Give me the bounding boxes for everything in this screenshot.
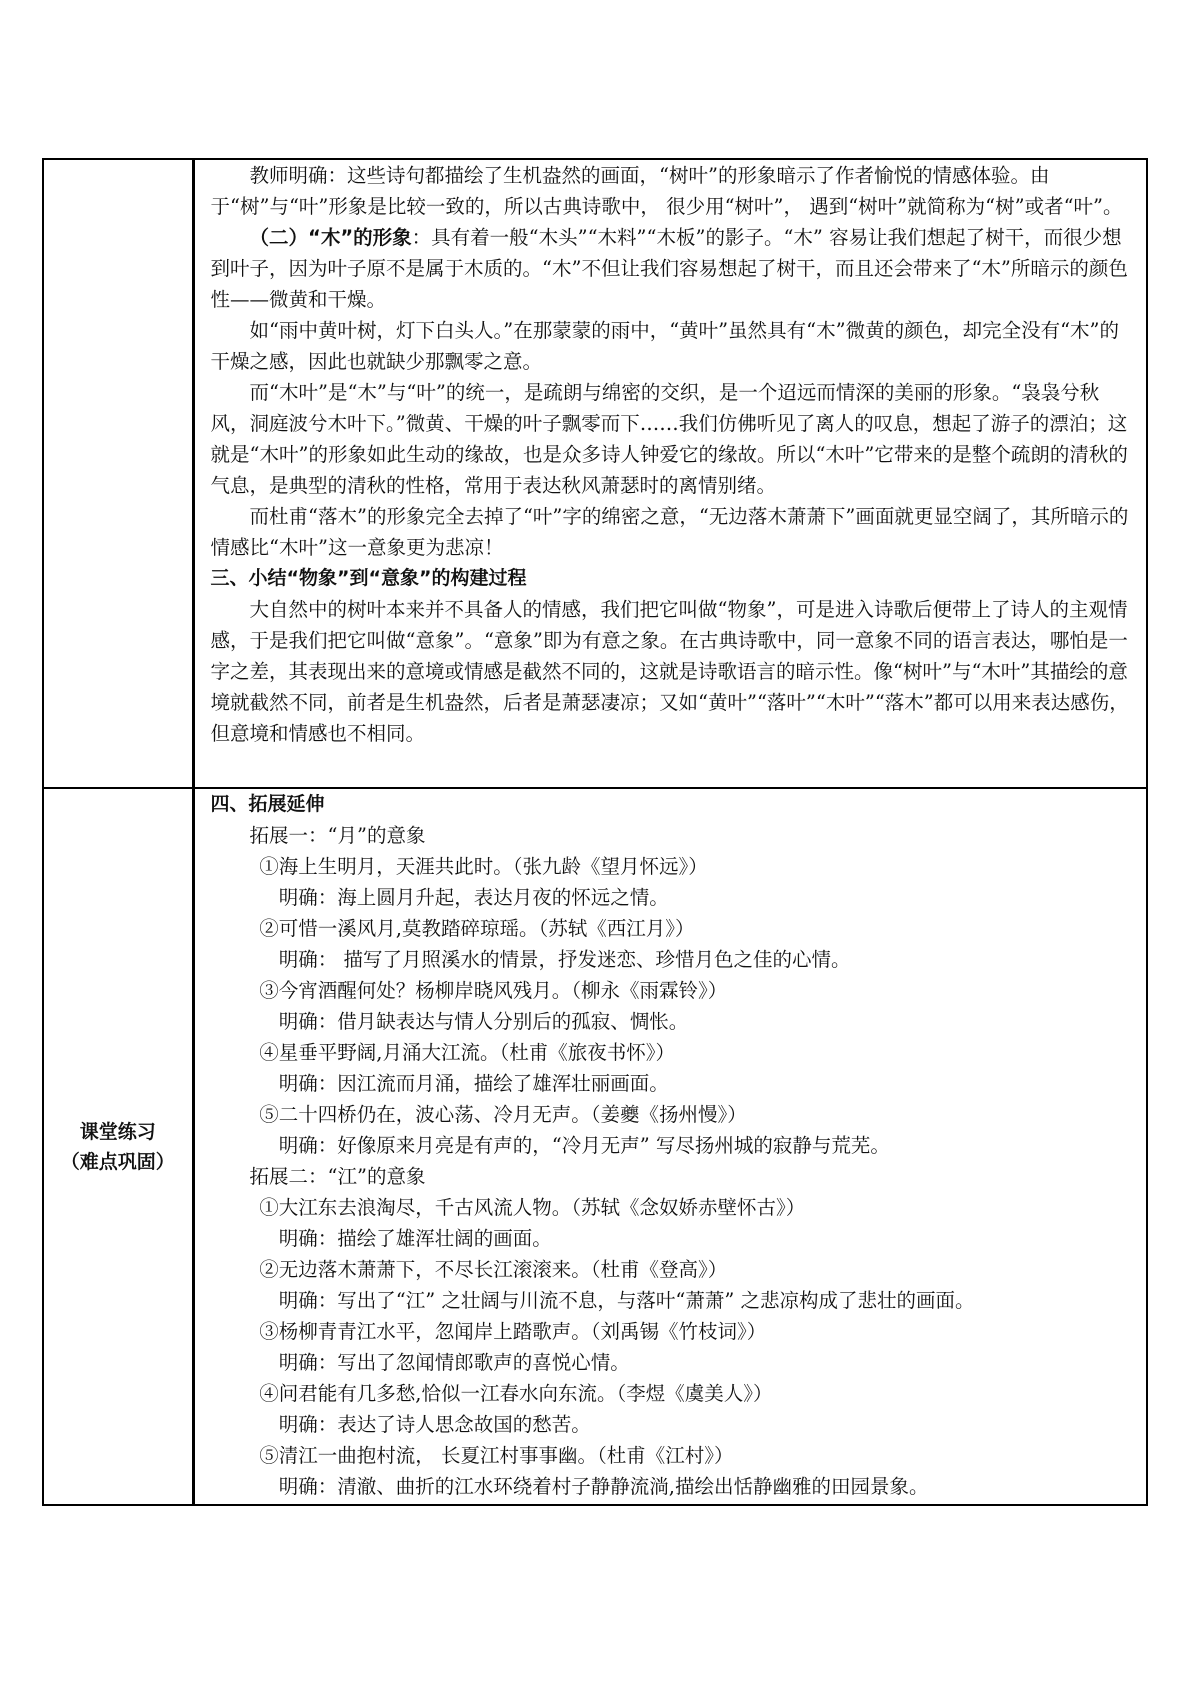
poem-line: ⑤二十四桥仍在，波心荡、冷月无声。（姜夔《扬州慢》） bbox=[259, 1103, 747, 1126]
poem-line: ④星垂平野阔,月涌大江流。（杜甫《旅夜书怀》） bbox=[259, 1041, 675, 1064]
lesson-table bbox=[42, 158, 1148, 1506]
label-line-2: （难点巩固） bbox=[60, 1150, 175, 1173]
table-row bbox=[43, 159, 1147, 788]
extension-title: 拓展一：“月”的意象 bbox=[249, 824, 426, 847]
extension-title: 拓展二：“江”的意象 bbox=[249, 1165, 426, 1188]
poem-line: ①大江东去浪淘尽，千古风流人物。（苏轼《念奴娇赤壁怀古》） bbox=[259, 1196, 806, 1219]
poem-line: ②可惜一溪风月,莫教踏碎琼瑶。（苏轼《西江月》） bbox=[259, 917, 695, 940]
section-heading: 三、小结“物象”到“意象”的构建过程 bbox=[210, 567, 527, 589]
explanation-line: 明确：描绘了雄浑壮阔的画面。 bbox=[278, 1227, 552, 1250]
paragraph: 大自然中的树叶本来并不具备人的情感，我们把它叫做“物象”，可是进入诗歌后便带上了诗人的主观情感，于是我们把它叫做“意象”。“意象”即为有意之象。在古典诗歌中，同一意象不同的语言表达，哪怕是一字之差，其表现出来的意境或情感是截然不同的，这就是诗歌语言的暗示性。像“树叶”与“木叶”其描绘的意境就截然不同，前者是生机盎然，后者是萧瑟凄凉；又如“黄叶”“落叶”“木叶”“落木”都可以用来表达感伤，但意境和情感也不相同。 bbox=[210, 598, 1129, 745]
explanation-line: 明确：海上圆月升起，表达月夜的怀远之情。 bbox=[278, 886, 669, 909]
table-row bbox=[43, 788, 1147, 1505]
content-cell bbox=[193, 788, 1147, 1505]
section-heading: 四、拓展延伸 bbox=[210, 793, 325, 815]
paragraph: 而“木叶”是“木”与“叶”的统一，是疏朗与绵密的交织，是一个迢远而情深的美丽的形象。“袅袅兮秋风，洞庭波兮木叶下。”微黄、干燥的叶子飘零而下……我们仿佛听见了离人的叹息，想起了游子的漂泊；这就是“木叶”的形象如此生动的缘故，也是众多诗人钟爱它的缘故。所以“木叶”它带来的是整个疏朗的清秋的气息，是典型的清秋的性格，常用于表达秋风萧瑟时的离情别绪。 bbox=[210, 381, 1128, 497]
paragraph-text: ：具有着一般“木头”“木料”“木板”的影子。“木” 容易让我们想起了树干，而很少想到叶子，因为叶子原不是属于木质的。“木”不但让我们容易想起了树干，而且还会带来了“木”所暗示的颜色性——微黄和干燥。 bbox=[210, 226, 1128, 311]
explanation-line: 明确：写出了“江” 之壮阔与川流不息，与落叶“萧萧” 之悲凉构成了悲壮的画面。 bbox=[278, 1289, 975, 1312]
explanation-line: 明确：好像原来月亮是有声的，“冷月无声” 写尽扬州城的寂静与荒芜。 bbox=[278, 1134, 890, 1157]
paragraph: 教师明确：这些诗句都描绘了生机盎然的画面，“树叶”的形象暗示了作者愉悦的情感体验。由于“树”与“叶”形象是比较一致的，所以古典诗歌中， 很少用“树叶”， 遇到“树叶”就简称为“树”或者“叶”。 bbox=[210, 164, 1123, 218]
explanation-line: 明确：借月缺表达与情人分别后的孤寂、惆怅。 bbox=[278, 1010, 689, 1033]
subheading: （二）“木”的形象 bbox=[249, 226, 412, 249]
poem-line: ③今宵酒醒何处？杨柳岸晓风残月。（柳永《雨霖铃》） bbox=[259, 979, 728, 1002]
poem-line: ③杨柳青青江水平，忽闻岸上踏歌声。（刘禹锡《竹枝词》） bbox=[259, 1320, 767, 1343]
paragraph: 如“雨中黄叶树，灯下白头人。”在那蒙蒙的雨中，“黄叶”虽然具有“木”微黄的颜色，却完全没有“木”的干燥之感，因此也就缺少那飘零之意。 bbox=[210, 319, 1120, 373]
extension-list-river bbox=[211, 1192, 1133, 1502]
poem-line: ②无边落木萧萧下，不尽长江滚滚来。（杜甫《登高》） bbox=[259, 1258, 728, 1281]
explanation-line: 明确：写出了忽闻情郎歌声的喜悦心情。 bbox=[278, 1351, 630, 1374]
poem-line: ⑤清江一曲抱村流， 长夏江村事事幽。（杜甫《江村》） bbox=[259, 1444, 734, 1467]
explanation-line: 明确：表达了诗人思念故国的愁苦。 bbox=[278, 1413, 591, 1436]
row-label-empty bbox=[43, 159, 193, 788]
extension-list-moon bbox=[211, 851, 1133, 1161]
poem-line: ④问君能有几多愁,恰似一江春水向东流。（李煜《虞美人》） bbox=[259, 1382, 773, 1405]
explanation-line: 明确：清澈、曲折的江水环绕着村子静静流淌,描绘出恬静幽雅的田园景象。 bbox=[278, 1475, 929, 1498]
explanation-line: 明确： 描写了月照溪水的情景，抒发迷恋、珍惜月色之佳的心情。 bbox=[278, 948, 851, 971]
content-cell bbox=[193, 159, 1147, 788]
explanation-line: 明确：因江流而月涌，描绘了雄浑壮丽画面。 bbox=[278, 1072, 669, 1095]
row-label bbox=[43, 788, 193, 1505]
paragraph: 而杜甫“落木”的形象完全去掉了“叶”字的绵密之意，“无边落木萧萧下”画面就更显空阔了，其所暗示的情感比“木叶”这一意象更为悲凉！ bbox=[210, 505, 1129, 559]
paragraph bbox=[211, 222, 1133, 315]
label-line-1: 课堂练习 bbox=[79, 1120, 156, 1143]
poem-line: ①海上生明月，天涯共此时。（张九龄《望月怀远》） bbox=[259, 855, 708, 878]
